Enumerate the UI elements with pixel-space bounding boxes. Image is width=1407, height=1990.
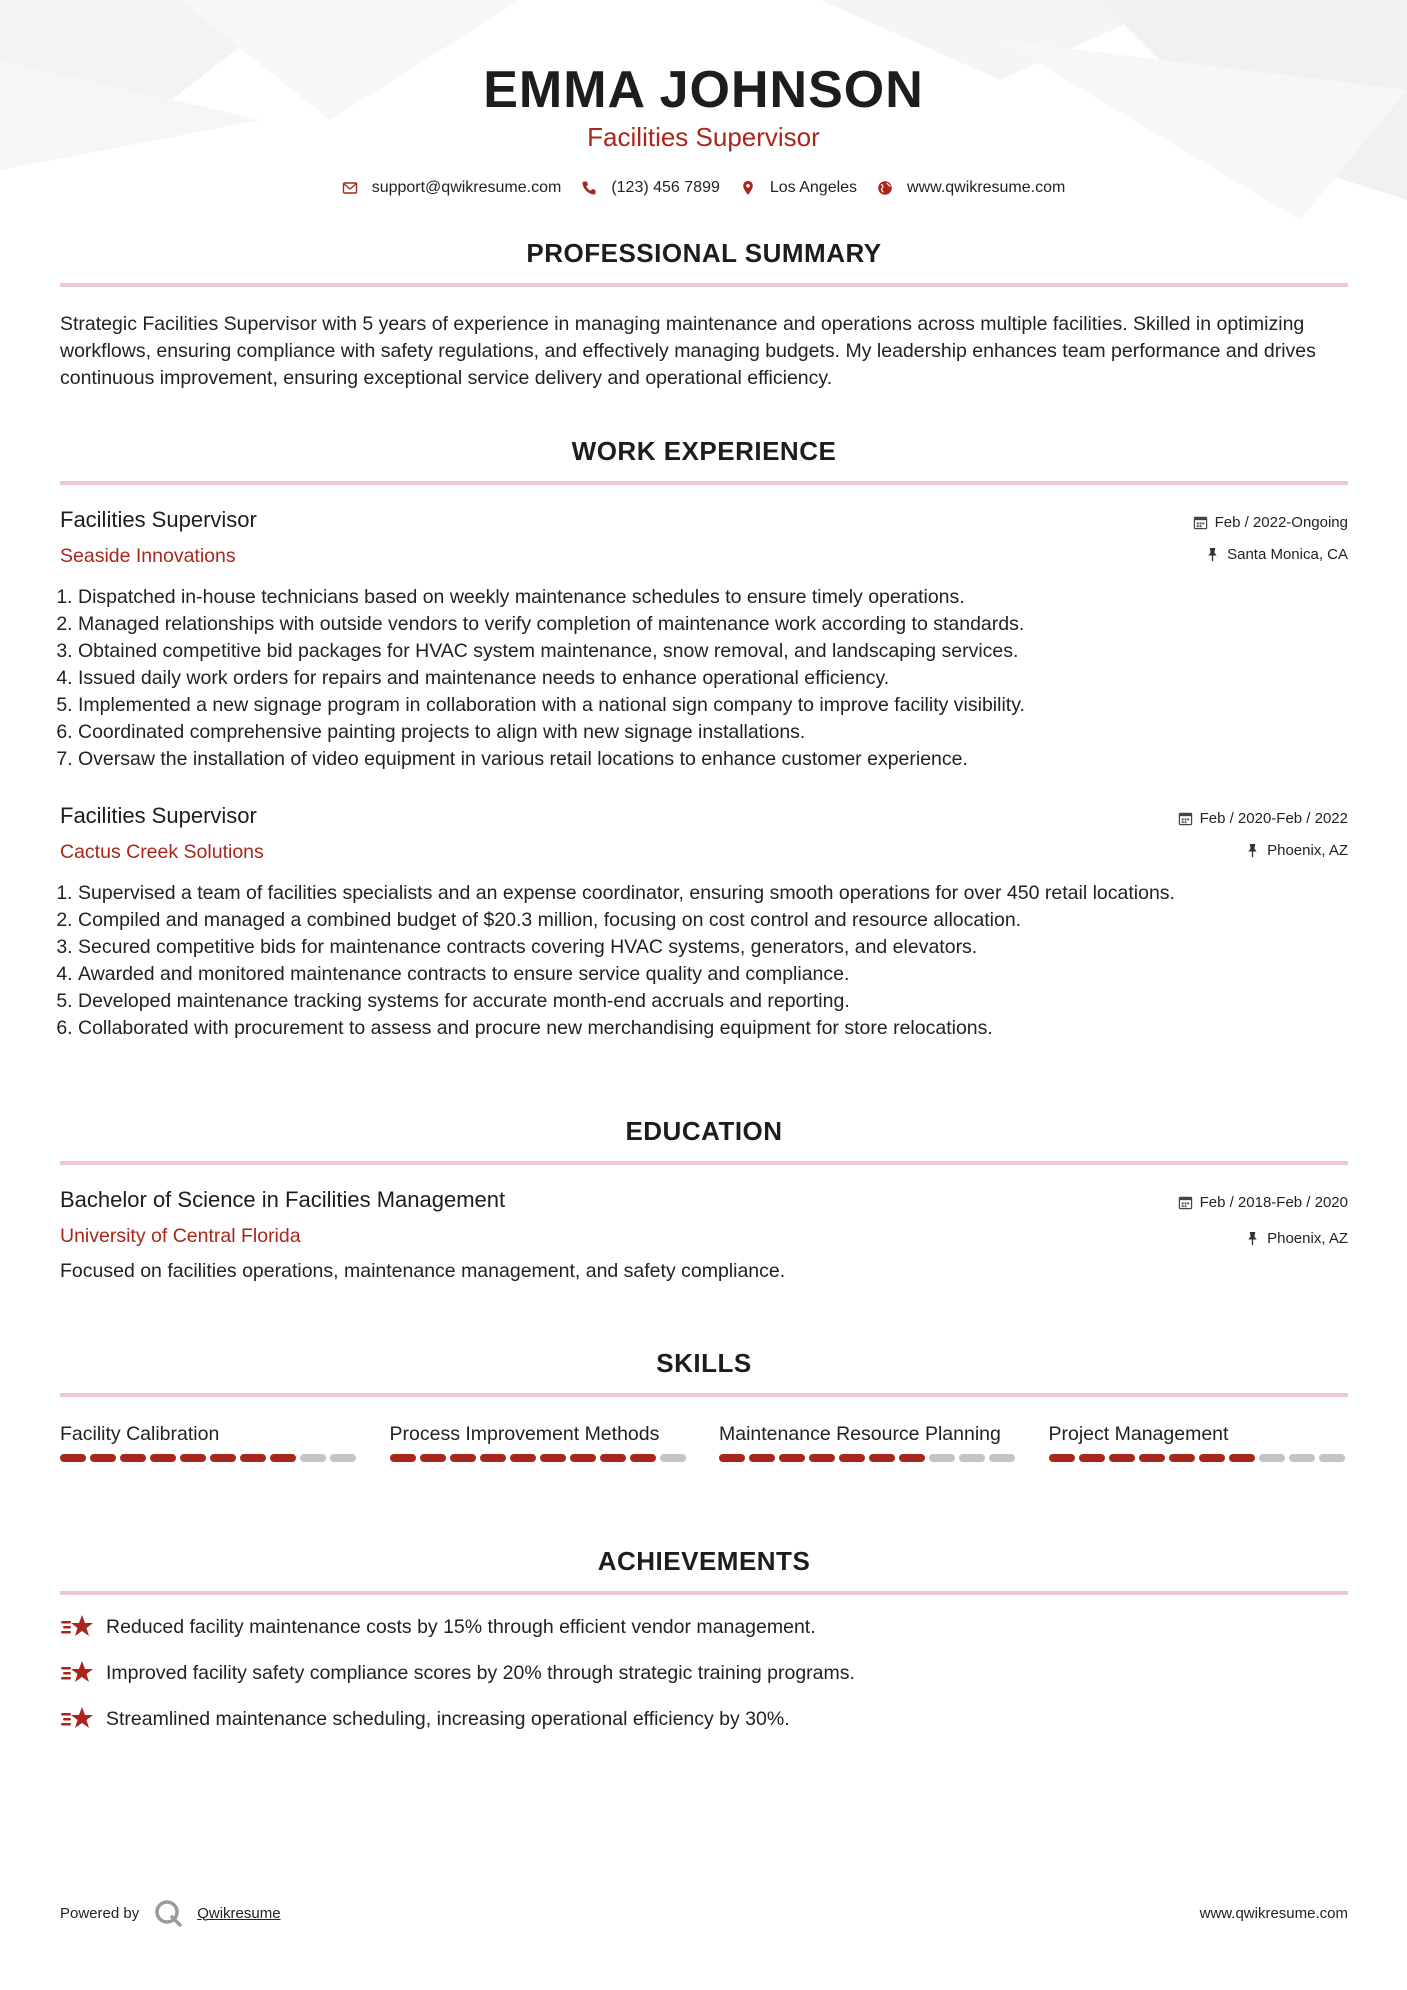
achievement-item	[60, 1705, 1348, 1733]
summary-divider	[60, 283, 1348, 287]
skill-segment-filled	[270, 1454, 296, 1462]
shooting-star-icon	[60, 1705, 94, 1733]
achievement-text: Improved facility safety compliance scores by 20% through strategic training programs.	[106, 1661, 855, 1684]
qwikresume-logo-icon	[153, 1898, 183, 1928]
summary-heading: PROFESSIONAL SUMMARY	[526, 238, 882, 268]
degree-title: Bachelor of Science in Facilities Management	[60, 1187, 506, 1212]
skill-segment-filled	[1199, 1454, 1225, 1462]
list-item: 2. Compiled and managed a combined budget of $20.3 million, focusing on cost control and resource allocation.	[78, 907, 1348, 934]
list-item: 3. Secured competitive bids for maintenance contracts covering HVAC systems, generators, and elevators.	[78, 934, 1348, 961]
skill-segment-filled	[1049, 1454, 1075, 1462]
envelope-icon	[342, 180, 358, 196]
skill-segment-filled	[839, 1454, 865, 1462]
skill-segment-filled	[210, 1454, 236, 1462]
skill-segment-empty	[660, 1454, 686, 1462]
skill-segment-filled	[540, 1454, 566, 1462]
job-dates: Feb / 2020-Feb / 2022	[1199, 809, 1348, 827]
skill-segment-filled	[60, 1454, 86, 1462]
skill-item	[390, 1421, 690, 1462]
skill-segment-filled	[600, 1454, 626, 1462]
job-title: Facilities Supervisor	[60, 507, 257, 532]
phone-text: (123) 456 7899	[611, 179, 720, 196]
location-text: Los Angeles	[769, 179, 858, 196]
skill-segment-empty	[330, 1454, 356, 1462]
skill-segment-filled	[150, 1454, 176, 1462]
skill-segment-filled	[390, 1454, 416, 1462]
skill-level-bar	[719, 1454, 1019, 1462]
skill-segment-filled	[510, 1454, 536, 1462]
pushpin-icon	[1245, 843, 1260, 858]
job-location: Santa Monica, CA	[1227, 545, 1348, 563]
summary-text: Strategic Facilities Supervisor with 5 years of experience in managing maintenance and operations across multiple facilities. Skilled in optimizing workflows, ensuring compliance with safety regulations, and effectively managing budgets. My leadership enhances team performance and drives continuous improvement, ensuring exceptional service delivery and operational efficiency.	[60, 313, 1316, 389]
shooting-star-icon	[60, 1613, 94, 1641]
list-item: 4. Awarded and monitored maintenance contracts to ensure service quality and compliance.	[78, 961, 1348, 988]
contact-location	[740, 179, 857, 197]
education-heading: EDUCATION	[625, 1116, 783, 1146]
experience-divider	[60, 481, 1348, 485]
skill-segment-filled	[1139, 1454, 1165, 1462]
skill-segment-filled	[749, 1454, 775, 1462]
skills-divider	[60, 1393, 1348, 1397]
achievement-text: Streamlined maintenance scheduling, increasing operational efficiency by 30%.	[106, 1707, 790, 1730]
achievements-section	[60, 1546, 1348, 1733]
education-dates: Feb / 2018-Feb / 2020	[1199, 1193, 1348, 1211]
skill-segment-filled	[450, 1454, 476, 1462]
school-name: University of Central Florida	[60, 1225, 301, 1247]
skills-grid	[60, 1421, 1348, 1462]
skill-level-bar	[1049, 1454, 1349, 1462]
skill-level-bar	[390, 1454, 690, 1462]
skill-segment-filled	[480, 1454, 506, 1462]
education-location: Phoenix, AZ	[1267, 1229, 1348, 1247]
job-dates: Feb / 2022-Ongoing	[1214, 513, 1348, 531]
skill-segment-empty	[300, 1454, 326, 1462]
education-meta	[1178, 1193, 1348, 1247]
duty-list	[60, 584, 1348, 773]
skill-segment-empty	[1259, 1454, 1285, 1462]
skill-name: Maintenance Resource Planning	[719, 1423, 1001, 1445]
skill-level-bar	[60, 1454, 360, 1462]
skill-segment-filled	[1109, 1454, 1135, 1462]
achievement-item	[60, 1659, 1348, 1687]
list-item: 1. Supervised a team of facilities specialists and an expense coordinator, ensuring smooth operations for over 450 retail locations.	[78, 880, 1348, 907]
skill-segment-filled	[719, 1454, 745, 1462]
list-item: 2. Managed relationships with outside vendors to verify completion of maintenance work according to standards.	[78, 611, 1348, 638]
calendar-icon	[1193, 515, 1208, 530]
achievement-item	[60, 1613, 1348, 1641]
skill-segment-empty	[989, 1454, 1015, 1462]
experience-section	[60, 436, 1348, 1042]
calendar-icon	[1178, 811, 1193, 826]
globe-icon	[877, 180, 893, 196]
skill-segment-filled	[570, 1454, 596, 1462]
education-divider	[60, 1161, 1348, 1165]
job-entry	[60, 507, 1348, 773]
footer-branding	[60, 1898, 281, 1928]
website-text: www.qwikresume.com	[907, 179, 1066, 196]
skill-name: Project Management	[1048, 1423, 1229, 1445]
brand-link[interactable]: Qwikresume	[197, 1904, 281, 1922]
footer-website[interactable]: www.qwikresume.com	[1199, 1904, 1348, 1922]
skill-segment-filled	[180, 1454, 206, 1462]
list-item: 3. Obtained competitive bid packages for HVAC system maintenance, snow removal, and landscaping services.	[78, 638, 1348, 665]
skills-section	[60, 1348, 1348, 1462]
skills-heading: SKILLS	[656, 1348, 752, 1378]
job-company: Cactus Creek Solutions	[60, 841, 264, 863]
skill-segment-empty	[929, 1454, 955, 1462]
candidate-name: EMMA JOHNSON	[483, 61, 924, 119]
skill-segment-empty	[959, 1454, 985, 1462]
skill-segment-filled	[899, 1454, 925, 1462]
email-text: support@qwikresume.com	[371, 179, 562, 196]
map-pin-icon	[740, 180, 756, 196]
list-item: 4. Issued daily work orders for repairs and maintenance needs to enhance operational efficiency.	[78, 665, 1348, 692]
page-footer	[60, 1898, 1348, 1928]
skill-segment-filled	[90, 1454, 116, 1462]
phone-icon	[581, 180, 597, 196]
summary-section	[60, 238, 1348, 392]
shooting-star-icon	[60, 1659, 94, 1687]
skill-name: Facility Calibration	[60, 1423, 220, 1445]
skill-segment-filled	[779, 1454, 805, 1462]
job-location: Phoenix, AZ	[1267, 841, 1348, 859]
list-item: 5. Developed maintenance tracking systems for accurate month-end accruals and reporting.	[78, 988, 1348, 1015]
calendar-icon	[1178, 1195, 1193, 1210]
achievement-text: Reduced facility maintenance costs by 15% through efficient vendor management.	[106, 1615, 816, 1638]
skill-segment-empty	[1319, 1454, 1345, 1462]
achievements-heading: ACHIEVEMENTS	[597, 1546, 811, 1576]
resume-header	[0, 0, 1407, 197]
experience-heading: WORK EXPERIENCE	[571, 436, 837, 466]
education-section	[60, 1116, 1348, 1283]
list-item: 6. Coordinated comprehensive painting projects to align with new signage installations.	[78, 719, 1348, 746]
skill-segment-filled	[1079, 1454, 1105, 1462]
job-title: Facilities Supervisor	[60, 803, 257, 828]
skill-item	[60, 1421, 360, 1462]
job-meta	[1178, 809, 1348, 859]
skill-item	[1049, 1421, 1349, 1462]
list-item: 6. Collaborated with procurement to assess and procure new merchandising equipment for store relocations.	[78, 1015, 1348, 1042]
list-item: 7. Oversaw the installation of video equipment in various retail locations to enhance customer experience.	[78, 746, 1348, 773]
skill-segment-filled	[1229, 1454, 1255, 1462]
skill-segment-filled	[240, 1454, 266, 1462]
education-entry	[60, 1187, 1348, 1283]
contact-bar	[0, 179, 1407, 197]
skill-segment-filled	[630, 1454, 656, 1462]
contact-email[interactable]	[342, 179, 562, 197]
achievements-divider	[60, 1591, 1348, 1595]
skill-name: Process Improvement Methods	[389, 1423, 660, 1445]
contact-website[interactable]	[877, 179, 1065, 197]
job-entry	[60, 803, 1348, 1042]
candidate-title: Facilities Supervisor	[587, 122, 820, 152]
pushpin-icon	[1205, 547, 1220, 562]
skill-segment-filled	[809, 1454, 835, 1462]
powered-by-text: Powered by	[60, 1904, 140, 1922]
education-description: Focused on facilities operations, maintenance management, and safety compliance.	[60, 1260, 786, 1282]
list-item: 5. Implemented a new signage program in collaboration with a national sign company to improve facility visibility.	[78, 692, 1348, 719]
skill-segment-filled	[420, 1454, 446, 1462]
contact-phone[interactable]	[581, 179, 720, 197]
pushpin-icon	[1245, 1231, 1260, 1246]
skill-item	[719, 1421, 1019, 1462]
skill-segment-filled	[120, 1454, 146, 1462]
skill-segment-empty	[1289, 1454, 1315, 1462]
skill-segment-filled	[1169, 1454, 1195, 1462]
job-meta	[1193, 513, 1348, 563]
duty-list	[60, 880, 1348, 1042]
skill-segment-filled	[869, 1454, 895, 1462]
list-item: 1. Dispatched in-house technicians based on weekly maintenance schedules to ensure timely operations.	[78, 584, 1348, 611]
job-company: Seaside Innovations	[60, 545, 236, 567]
